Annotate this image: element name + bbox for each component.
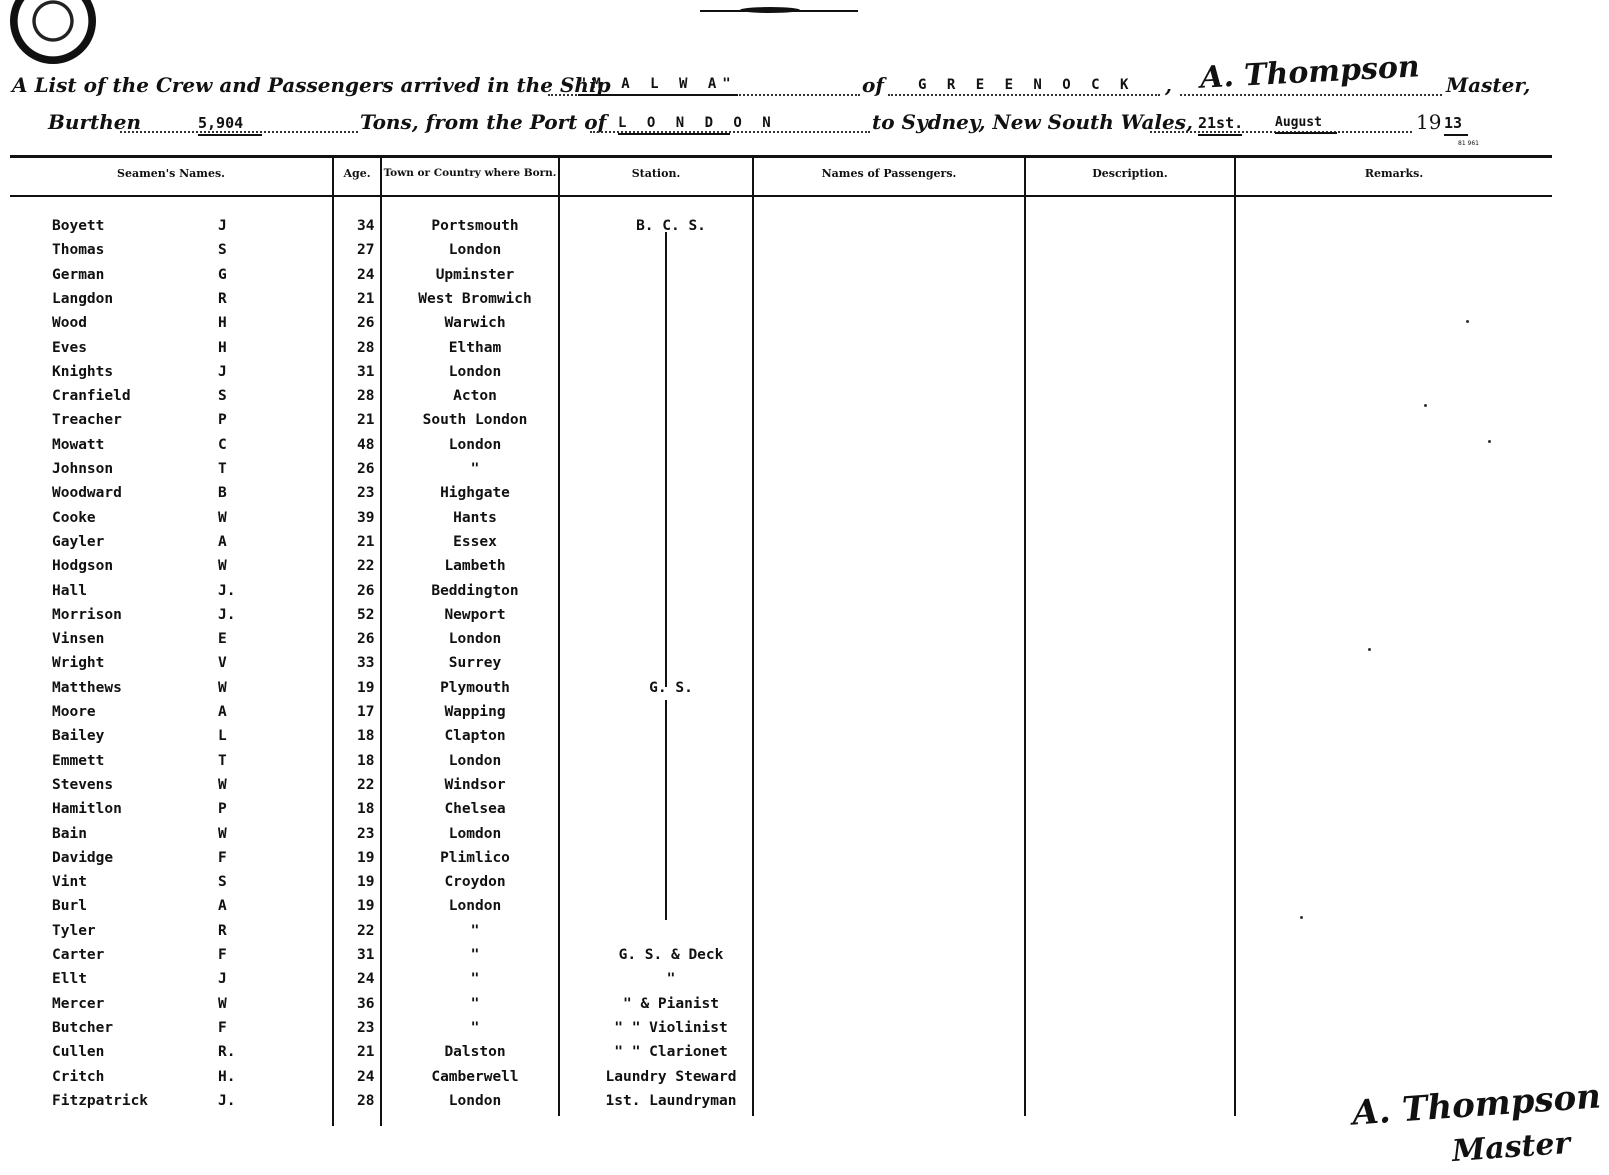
- crew-initial: J: [218, 364, 227, 380]
- crew-age: 21: [357, 534, 375, 550]
- crew-surname: Johnson: [52, 461, 114, 477]
- crew-initial: J.: [218, 607, 236, 623]
- crew-age: 22: [357, 558, 375, 574]
- table-row: [0, 437, 1609, 461]
- to-sydney-label: to Sydney, New South Wales,: [872, 110, 1193, 134]
- header-comma: ,: [1165, 73, 1172, 97]
- crew-age: 19: [357, 850, 375, 866]
- crew-age: 22: [357, 923, 375, 939]
- crew-initial: R: [218, 923, 227, 939]
- col-header-town: Town or Country where Born.: [383, 167, 557, 179]
- crew-initial: T: [218, 461, 227, 477]
- crew-birthplace: Croydon: [444, 874, 506, 890]
- crew-initial: H: [218, 315, 227, 331]
- crew-surname: Cullen: [52, 1044, 105, 1060]
- table-row: [0, 291, 1609, 315]
- crew-surname: Thomas: [52, 242, 105, 258]
- crew-station: G. S. & Deck: [618, 947, 724, 963]
- master-signature-top: A. Thompson: [1199, 49, 1421, 96]
- crew-age: 23: [357, 1020, 375, 1036]
- crew-surname: Treacher: [52, 412, 122, 428]
- crew-initial: R.: [218, 1044, 236, 1060]
- crew-age: 48: [357, 437, 375, 453]
- crew-surname: Critch: [52, 1069, 105, 1085]
- table-top-rule: [10, 155, 1552, 158]
- table-row: [0, 850, 1609, 874]
- table-row: [0, 242, 1609, 266]
- crew-surname: German: [52, 267, 105, 283]
- crew-age: 31: [357, 364, 375, 380]
- col-header-age: Age.: [343, 167, 371, 180]
- crew-age: 26: [357, 461, 375, 477]
- crew-station: 1st. Laundryman: [605, 1093, 737, 1109]
- crew-birthplace: London: [448, 1093, 502, 1109]
- crew-surname: Cooke: [52, 510, 96, 526]
- crew-station: " & Pianist: [622, 996, 720, 1012]
- master-title-bottom: Master: [1450, 1125, 1572, 1170]
- table-row: [0, 947, 1609, 971]
- crew-age: 28: [357, 388, 375, 404]
- crew-surname: Ellt: [52, 971, 87, 987]
- crew-surname: Morrison: [52, 607, 122, 623]
- table-row: [0, 680, 1609, 704]
- crew-surname: Butcher: [52, 1020, 114, 1036]
- list-title: A List of the Crew and Passengers arrived in the Ship: [12, 73, 611, 97]
- crew-age: 21: [357, 1044, 375, 1060]
- table-row: [0, 777, 1609, 801]
- table-row: [0, 485, 1609, 509]
- crew-initial: E: [218, 631, 227, 647]
- crew-initial: W: [218, 558, 227, 574]
- scan-speck: [1368, 648, 1371, 651]
- crew-age: 26: [357, 315, 375, 331]
- table-row: [0, 364, 1609, 388]
- crew-birthplace: Eltham: [448, 340, 502, 356]
- master-label: Master,: [1446, 73, 1531, 97]
- crew-age: 24: [357, 1069, 375, 1085]
- table-row: [0, 534, 1609, 558]
- crew-age: 21: [357, 412, 375, 428]
- burthen-value: 5,904: [198, 114, 262, 136]
- crew-station: G. S.: [649, 680, 693, 696]
- crew-initial: J.: [218, 1093, 236, 1109]
- table-row: [0, 461, 1609, 485]
- crew-birthplace: ": [470, 461, 480, 477]
- crew-birthplace: Beddington: [431, 583, 519, 599]
- master-signature-bottom: A. Thompson: [1350, 1076, 1603, 1134]
- table-row: [0, 704, 1609, 728]
- crew-age: 31: [357, 947, 375, 963]
- table-row: [0, 607, 1609, 631]
- crew-birthplace: London: [448, 753, 502, 769]
- crew-age: 22: [357, 777, 375, 793]
- table-row: [0, 923, 1609, 947]
- crew-station: Laundry Steward: [605, 1069, 737, 1085]
- col-header-description: Description.: [1092, 167, 1168, 180]
- crew-birthplace: Acton: [453, 388, 497, 404]
- crew-station: ": [666, 971, 676, 987]
- col-header-station: Station.: [631, 167, 681, 180]
- col-header-passengers: Names of Passengers.: [821, 167, 957, 180]
- table-row: [0, 340, 1609, 364]
- table-row: [0, 510, 1609, 534]
- crew-birthplace: Surrey: [448, 655, 502, 671]
- crew-birthplace: Upminster: [435, 267, 515, 283]
- crew-age: 18: [357, 801, 375, 817]
- crew-surname: Matthews: [52, 680, 122, 696]
- crew-initial: A: [218, 898, 227, 914]
- crew-birthplace: Wapping: [444, 704, 506, 720]
- crew-initial: B: [218, 485, 227, 501]
- crew-age: 33: [357, 655, 375, 671]
- scan-speck: [1300, 916, 1303, 919]
- crew-surname: Fitzpatrick: [52, 1093, 149, 1109]
- table-row: [0, 898, 1609, 922]
- crew-surname: Wood: [52, 315, 87, 331]
- crew-birthplace: ": [470, 923, 480, 939]
- crew-age: 19: [357, 874, 375, 890]
- crew-surname: Mercer: [52, 996, 105, 1012]
- table-row: [0, 728, 1609, 752]
- crew-birthplace: ": [470, 947, 480, 963]
- crew-birthplace: Hants: [453, 510, 497, 526]
- table-row: [0, 388, 1609, 412]
- tons-label: Tons, from the Port of: [360, 110, 607, 134]
- crew-age: 28: [357, 1093, 375, 1109]
- crew-initial: L: [218, 728, 227, 744]
- crew-age: 26: [357, 631, 375, 647]
- of-label: of: [862, 73, 884, 97]
- crew-birthplace: Portsmouth: [431, 218, 519, 234]
- crew-surname: Hall: [52, 583, 87, 599]
- table-row: [0, 558, 1609, 582]
- crew-station: " " Violinist: [614, 1020, 728, 1036]
- crew-surname: Gayler: [52, 534, 105, 550]
- crew-initial: G: [218, 267, 227, 283]
- official-seal-icon: [10, 0, 96, 64]
- burthen-label: Burthen: [48, 110, 142, 134]
- crew-surname: Vinsen: [52, 631, 105, 647]
- crew-age: 24: [357, 971, 375, 987]
- crew-surname: Woodward: [52, 485, 122, 501]
- crew-age: 34: [357, 218, 375, 234]
- crew-initial: J.: [218, 583, 236, 599]
- from-port: L O N D O N: [618, 115, 730, 135]
- crew-surname: Mowatt: [52, 437, 105, 453]
- crew-surname: Langdon: [52, 291, 114, 307]
- crew-initial: S: [218, 242, 227, 258]
- crew-age: 23: [357, 826, 375, 842]
- crew-age: 19: [357, 680, 375, 696]
- crew-surname: Hamitlon: [52, 801, 122, 817]
- crew-birthplace: London: [448, 437, 502, 453]
- table-row: [0, 412, 1609, 436]
- table-row: [0, 753, 1609, 777]
- crew-initial: W: [218, 826, 227, 842]
- year-suffix: 13: [1444, 114, 1468, 136]
- crew-age: 39: [357, 510, 375, 526]
- table-row: [0, 655, 1609, 679]
- crew-birthplace: ": [470, 1020, 480, 1036]
- home-port-dotline: [888, 94, 1160, 96]
- crew-age: 18: [357, 753, 375, 769]
- crew-initial: W: [218, 680, 227, 696]
- crew-initial: F: [218, 1020, 227, 1036]
- crew-station: B. C. S.: [636, 218, 706, 234]
- crew-surname: Wright: [52, 655, 105, 671]
- crew-initial: J: [218, 218, 227, 234]
- table-row: [0, 801, 1609, 825]
- table-row: [0, 1044, 1609, 1068]
- crew-birthplace: Newport: [444, 607, 506, 623]
- crew-surname: Boyett: [52, 218, 105, 234]
- table-row: [0, 1020, 1609, 1044]
- scan-speck: [1488, 440, 1491, 443]
- crew-initial: C: [218, 437, 227, 453]
- crew-initial: A: [218, 704, 227, 720]
- table-header-rule: [10, 195, 1552, 197]
- crew-initial: J: [218, 971, 227, 987]
- crew-birthplace: London: [448, 631, 502, 647]
- form-code: 81 961: [1458, 140, 1479, 147]
- col-header-remarks: Remarks.: [1364, 167, 1424, 180]
- crew-initial: F: [218, 947, 227, 963]
- col-header-seamen: Seamen's Names.: [117, 167, 225, 180]
- table-row: [0, 971, 1609, 995]
- crew-birthplace: Dalston: [444, 1044, 506, 1060]
- crew-surname: Stevens: [52, 777, 114, 793]
- table-row: [0, 1069, 1609, 1093]
- crew-age: 28: [357, 340, 375, 356]
- crew-surname: Bailey: [52, 728, 105, 744]
- table-row: [0, 631, 1609, 655]
- crew-age: 36: [357, 996, 375, 1012]
- crew-birthplace: London: [448, 242, 502, 258]
- crew-birthplace: ": [470, 971, 480, 987]
- crew-birthplace: Essex: [453, 534, 497, 550]
- date-day: 21st.: [1198, 114, 1242, 136]
- table-row: [0, 583, 1609, 607]
- crew-initial: T: [218, 753, 227, 769]
- crew-birthplace: South London: [422, 412, 528, 428]
- table-row: [0, 267, 1609, 291]
- crew-birthplace: London: [448, 364, 502, 380]
- crew-birthplace: Plimlico: [440, 850, 510, 866]
- crew-birthplace: Highgate: [440, 485, 510, 501]
- crew-surname: Hodgson: [52, 558, 114, 574]
- crew-initial: R: [218, 291, 227, 307]
- crew-birthplace: Windsor: [444, 777, 506, 793]
- crew-surname: Bain: [52, 826, 87, 842]
- crew-surname: Emmett: [52, 753, 105, 769]
- crew-surname: Burl: [52, 898, 87, 914]
- ship-name: "M A L W A": [578, 76, 738, 96]
- crew-surname: Eves: [52, 340, 87, 356]
- crew-birthplace: Lomdon: [448, 826, 502, 842]
- year-prefix: 19: [1416, 110, 1442, 134]
- table-row: [0, 874, 1609, 898]
- crew-age: 52: [357, 607, 375, 623]
- crew-initial: F: [218, 850, 227, 866]
- crew-initial: H: [218, 340, 227, 356]
- table-row: [0, 826, 1609, 850]
- crew-birthplace: ": [470, 996, 480, 1012]
- scan-speck: [1424, 404, 1427, 407]
- crew-surname: Knights: [52, 364, 114, 380]
- crew-birthplace: Warwich: [444, 315, 506, 331]
- crew-age: 17: [357, 704, 375, 720]
- home-port: G R E E N O C K: [918, 77, 1135, 93]
- crew-initial: S: [218, 388, 227, 404]
- crew-initial: P: [218, 412, 227, 428]
- crew-age: 24: [357, 267, 375, 283]
- crew-surname: Moore: [52, 704, 96, 720]
- crew-initial: W: [218, 777, 227, 793]
- crew-initial: P: [218, 801, 227, 817]
- crew-initial: W: [218, 510, 227, 526]
- crew-birthplace: Clapton: [444, 728, 506, 744]
- crew-age: 26: [357, 583, 375, 599]
- date-month: August: [1275, 115, 1337, 134]
- crew-initial: S: [218, 874, 227, 890]
- crew-age: 23: [357, 485, 375, 501]
- crew-station: " " Clarionet: [614, 1044, 728, 1060]
- crew-initial: A: [218, 534, 227, 550]
- table-row: [0, 996, 1609, 1020]
- crew-surname: Tyler: [52, 923, 96, 939]
- crew-surname: Davidge: [52, 850, 114, 866]
- crew-age: 21: [357, 291, 375, 307]
- crew-surname: Cranfield: [52, 388, 131, 404]
- crew-birthplace: Camberwell: [431, 1069, 519, 1085]
- crew-birthplace: Plymouth: [440, 680, 510, 696]
- crew-age: 19: [357, 898, 375, 914]
- table-row: [0, 218, 1609, 242]
- top-ornament-mark: [740, 7, 800, 13]
- crew-initial: H.: [218, 1069, 236, 1085]
- crew-birthplace: Lambeth: [444, 558, 506, 574]
- crew-initial: V: [218, 655, 227, 671]
- scan-speck: [1466, 320, 1469, 323]
- crew-birthplace: West Bromwich: [418, 291, 532, 307]
- crew-initial: W: [218, 996, 227, 1012]
- crew-surname: Carter: [52, 947, 105, 963]
- table-row: [0, 315, 1609, 339]
- crew-surname: Vint: [52, 874, 87, 890]
- crew-birthplace: Chelsea: [444, 801, 506, 817]
- crew-age: 18: [357, 728, 375, 744]
- crew-birthplace: London: [448, 898, 502, 914]
- crew-age: 27: [357, 242, 375, 258]
